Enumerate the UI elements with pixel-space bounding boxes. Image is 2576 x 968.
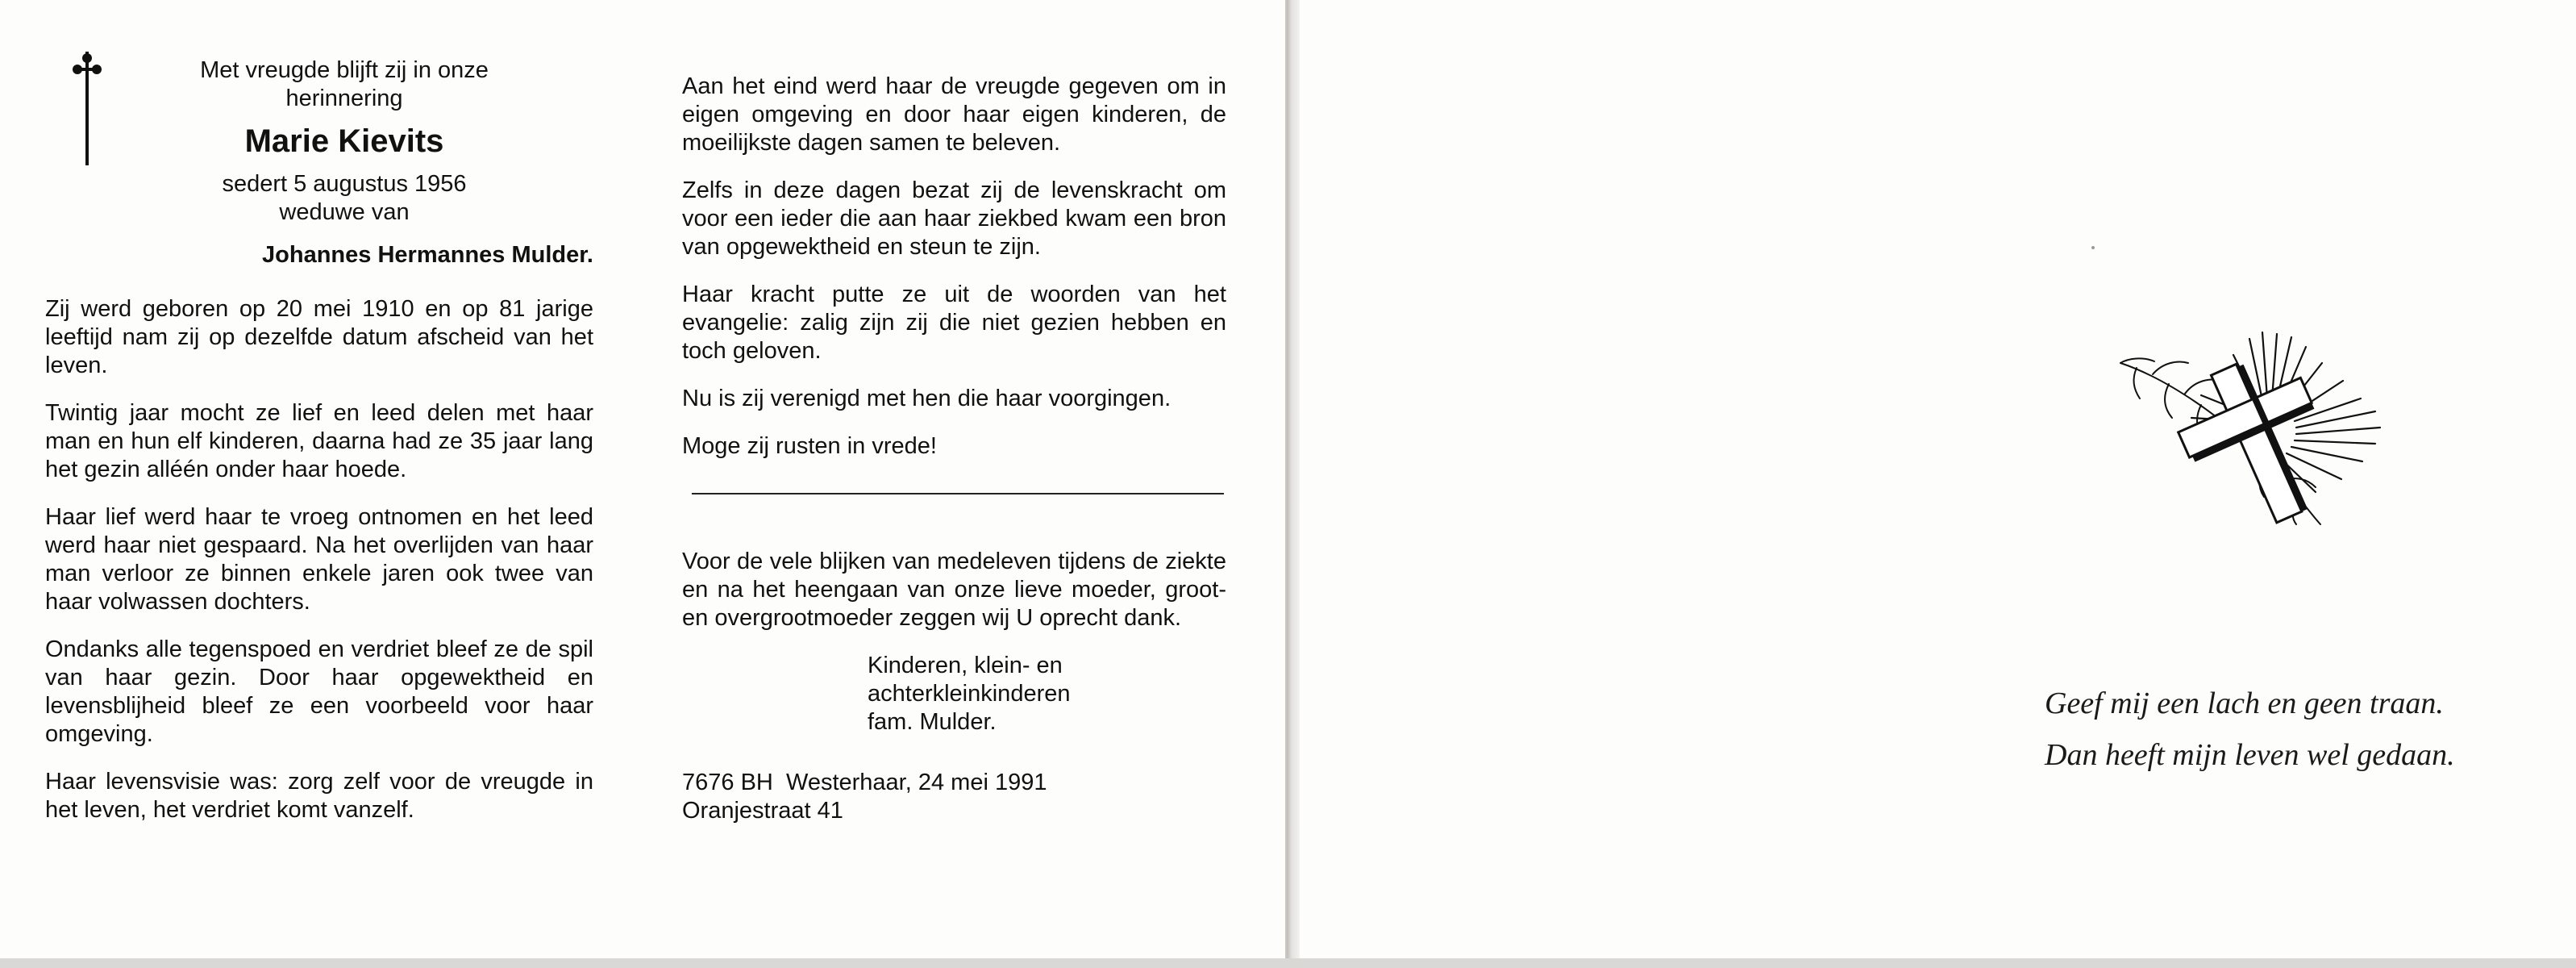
- bio-paragraph-3: Haar lief werd haar te vroeg ontnomen en het leed werd haar niet gespaard. Na het overlijden van haar man verloor ze binnen enkele jaren ook twee van haar volwassen dochters.: [45, 504, 593, 615]
- left-text-column: [45, 56, 593, 844]
- widow-since: sedert 5 augustus 1956: [222, 171, 467, 197]
- signoff-line-2: achterkleinkinderen: [868, 681, 1071, 707]
- address-line-2: Oranjestraat 41: [682, 798, 843, 824]
- memorial-quote: [2045, 678, 2455, 781]
- mid-paragraph-3: Haar kracht putte ze uit de woorden van het evangelie: zalig zijn zij die niet gezien hebben en toch geloven.: [682, 282, 1226, 364]
- mid-paragraph-1: Aan het eind werd haar de vreugde gegeven om in eigen omgeving en door haar eigen kinderen, de moeilijkste dagen samen te beleven.: [682, 73, 1226, 156]
- mid-paragraph-5: Moge zij rusten in vrede!: [682, 433, 937, 459]
- cross-palm-ornament-icon: [2104, 331, 2411, 532]
- heading-block: [155, 56, 534, 227]
- divider-line: [692, 493, 1224, 494]
- bio-paragraph-2: Twintig jaar mocht ze lief en leed delen met haar man en hun elf kinderen, daarna had ze 35 jaar lang het gezin alléén onder haar hoede.: [45, 400, 593, 482]
- paper-speck: [2091, 246, 2095, 249]
- signoff-block: [868, 652, 1226, 736]
- bio-paragraph-4: Ondanks alle tegenspoed en verdriet bleef ze de spil van haar gezin. Door haar opgewektheid en levensblijheid bleef ze een voorbeeld voor haar omgeving.: [45, 636, 593, 747]
- widow-of: weduwe van: [279, 199, 410, 225]
- left-spread-page: [0, 0, 1287, 958]
- middle-text-column: [682, 73, 1226, 825]
- deceased-name: Marie Kievits: [244, 123, 444, 159]
- signoff-line-1: Kinderen, klein- en: [868, 653, 1063, 678]
- thanks-paragraph: Voor de vele blijken van medeleven tijdens de ziekte en na het heengaan van onze lieve moeder, groot- en overgrootmoeder zeggen wij U oprecht dank.: [682, 549, 1226, 631]
- bio-paragraph-1: Zij werd geboren op 20 mei 1910 en op 81 jarige leeftijd nam zij op dezelfde datum afscheid van het leven.: [45, 296, 593, 378]
- husband-name: Johannes Hermannes Mulder.: [262, 242, 593, 268]
- fold-shadow: [1287, 0, 1300, 968]
- intro-text: Met vreugde blijft zij in onze herinnering: [200, 57, 489, 111]
- address-line-1: 7676 BH Westerhaar, 24 mei 1991: [682, 770, 1047, 795]
- signoff-line-3: fam. Mulder.: [868, 709, 997, 735]
- scan-bottom-edge: [0, 958, 2576, 968]
- bio-paragraph-5: Haar levensvisie was: zorg zelf voor de vreugde in het leven, het verdriet komt vanzelf.: [45, 769, 593, 823]
- mid-paragraph-2: Zelfs in deze dagen bezat zij de levenskracht om voor een ieder die aan haar ziekbed kwam een bron van opgewektheid en steun te zijn.: [682, 177, 1226, 260]
- mid-paragraph-4: Nu is zij verenigd met hen die haar voorgingen.: [682, 386, 1171, 411]
- quote-line-1: Geef mij een lach en geen traan.: [2045, 686, 2444, 720]
- quote-line-2: Dan heeft mijn leven wel gedaan.: [2045, 738, 2455, 772]
